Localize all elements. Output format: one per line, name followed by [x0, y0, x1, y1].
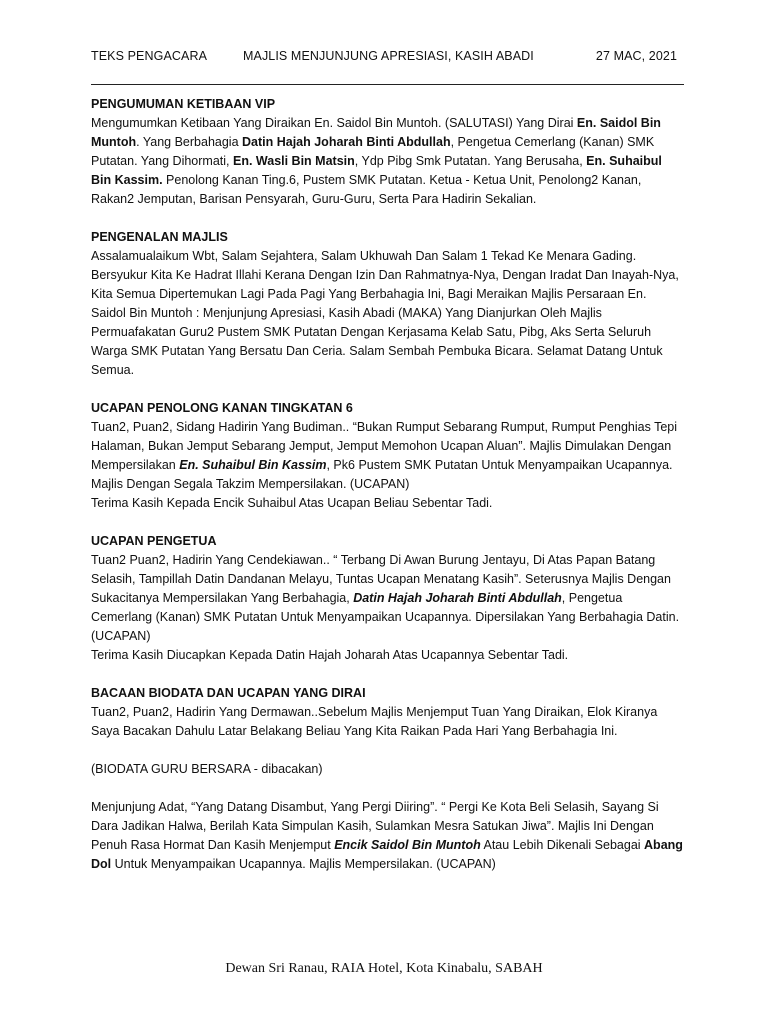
- text-run: Tuan2, Puan2, Sidang Hadirin Yang Budiman.. “Bukan Rumput Sebarang Rumput, Rumput Penghias Tepi Halaman, Bukan Jemput Sebarang Jemput, Jemput Memohon Ucapan Aluan”. Majlis Dimulakan Dengan Mempersilakan: [91, 420, 678, 472]
- section-paragraph: [91, 703, 684, 741]
- document-section: [91, 399, 684, 513]
- document-section: [91, 228, 684, 380]
- text-run: Mengumumkan Ketibaan Yang Diraikan En. Saidol Bin Muntoh. (SALUTASI) Yang Dirai: [91, 116, 577, 130]
- text-run: Terima Kasih Kepada Encik Suhaibul Atas Ucapan Beliau Sebentar Tadi.: [91, 496, 493, 510]
- section-paragraph: [91, 646, 684, 665]
- document-body: [91, 95, 684, 893]
- text-run: (BIODATA GURU BERSARA - dibacakan): [91, 762, 323, 776]
- page-header: [91, 49, 677, 67]
- section-title: UCAPAN PENOLONG KANAN TINGKATAN 6: [91, 401, 353, 415]
- emphasized-name: Datin Hajah Joharah Binti Abdullah: [353, 591, 562, 605]
- header-event-title: MAJLIS MENJUNJUNG APRESIASI, KASIH ABADI: [243, 49, 534, 63]
- emphasized-name: En. Suhaibul Bin Kassim: [179, 458, 327, 472]
- section-paragraph: [91, 551, 684, 646]
- header-label: TEKS PENGACARA: [91, 49, 208, 63]
- document-section: [91, 684, 684, 874]
- header-date: 27 MAC, 2021: [595, 49, 677, 63]
- section-paragraph: [91, 760, 684, 779]
- section-paragraph: [91, 418, 684, 494]
- text-run: Tuan2, Puan2, Hadirin Yang Dermawan..Sebelum Majlis Menjemput Tuan Yang Diraikan, Elok Kiranya Saya Bacakan Dahulu Latar Belakang Beliau Yang Kita Raikan Pada Hari Yang Berbahagia Ini.: [91, 705, 658, 738]
- section-paragraph: [91, 114, 684, 209]
- emphasized-name: Abang Dol: [91, 838, 683, 871]
- section-paragraph: [91, 247, 684, 380]
- text-run: , Pengetua Cemerlang (Kanan) SMK Putatan. Yang Dihormati,: [91, 135, 655, 168]
- emphasized-name: Datin Hajah Joharah Binti Abdullah: [242, 135, 451, 149]
- text-run: Assalamualaikum Wbt, Salam Sejahtera, Salam Ukhuwah Dan Salam 1 Tekad Ke Menara Gading. Bersyukur Kita Ke Hadrat Illahi Kerana Dengan Izin Dan Rahmatnya-Nya, Dengan Iradat Dan Inayah-Nya, Kita Semua Dipertemukan Lagi Pada Pagi Yang Berbahagia Ini, Bagi Meraikan Majlis Persaraan En. Saidol Bin Muntoh : Menjunjung Apresiasi, Kasih Abadi (MAKA) Yang Dianjurkan Oleh Majlis Permuafakatan Guru2 Pustem SMK Putatan Dengan Kerjasama Kelab Satu, Pibg, Aks Serta Seluruh Warga SMK Putatan Yang Bersatu Dan Ceria. Salam Sembah Pembuka Bicara. Selamat Datang Untuk Semua.: [91, 249, 679, 377]
- text-run: Terima Kasih Diucapkan Kepada Datin Hajah Joharah Atas Ucapannya Sebentar Tadi.: [91, 648, 569, 662]
- section-paragraph: [91, 798, 684, 874]
- document-section: [91, 95, 684, 209]
- blank-line: [91, 741, 684, 760]
- text-run: Untuk Menyampaikan Ucapannya. Majlis Mempersilakan. (UCAPAN): [111, 857, 496, 871]
- text-run: , Pk6 Pustem SMK Putatan Untuk Menyampaikan Ucapannya. Majlis Dengan Segala Takzim Mempersilakan. (UCAPAN): [91, 458, 673, 491]
- section-title: BACAAN BIODATA DAN UCAPAN YANG DIRAI: [91, 686, 366, 700]
- text-run: Menjunjung Adat, “Yang Datang Disambut, Yang Pergi Diiring”. “ Pergi Ke Kota Beli Selasih, Sayang Si Dara Jadikan Halwa, Berilah Kata Simpulan Kasih, Sulamkan Mesra Satukan Jiwa”. Majlis Ini Dengan Penuh Rasa Hormat Dan Kasih Menjemput: [91, 800, 659, 852]
- blank-line: [91, 779, 684, 798]
- section-title: PENGUMUMAN KETIBAAN VIP: [91, 97, 276, 111]
- emphasized-name: En. Suhaibul Bin Kassim.: [91, 154, 662, 187]
- page-footer: Dewan Sri Ranau, RAIA Hotel, Kota Kinabalu, SABAH: [225, 961, 543, 976]
- emphasized-name: Encik Saidol Bin Muntoh: [334, 838, 481, 852]
- section-title: UCAPAN PENGETUA: [91, 534, 217, 548]
- document-section: [91, 532, 684, 665]
- header-divider: [91, 84, 684, 85]
- text-run: Penolong Kanan Ting.6, Pustem SMK Putatan. Ketua - Ketua Unit, Penolong2 Kanan, Rakan2 Jemputan, Barisan Pensyarah, Guru-Guru, Serta Para Hadirin Sekalian.: [91, 173, 642, 206]
- section-paragraph: [91, 494, 684, 513]
- text-run: . Yang Berbahagia: [136, 135, 242, 149]
- text-run: , Ydp Pibg Smk Putatan. Yang Berusaha,: [354, 154, 587, 168]
- section-title: PENGENALAN MAJLIS: [91, 230, 228, 244]
- text-run: Atau Lebih Dikenali Sebagai: [480, 838, 645, 852]
- text-run: Tuan2 Puan2, Hadirin Yang Cendekiawan.. “ Terbang Di Awan Burung Jentayu, Di Atas Papan Batang Selasih, Tampillah Datin Dandanan Melayu, Tuntas Ucapan Menatang Kasih”. Seterusnya Majlis Dengan Sukacitanya Mempersilakan Yang Berbahagia,: [91, 553, 671, 605]
- text-run: , Pengetua Cemerlang (Kanan) SMK Putatan Untuk Menyampaikan Ucapannya. Dipersilakan Yang Berbahagia Datin. (UCAPAN): [91, 591, 680, 643]
- emphasized-name: En. Saidol Bin Muntoh: [91, 116, 661, 149]
- emphasized-name: En. Wasli Bin Matsin: [232, 154, 355, 168]
